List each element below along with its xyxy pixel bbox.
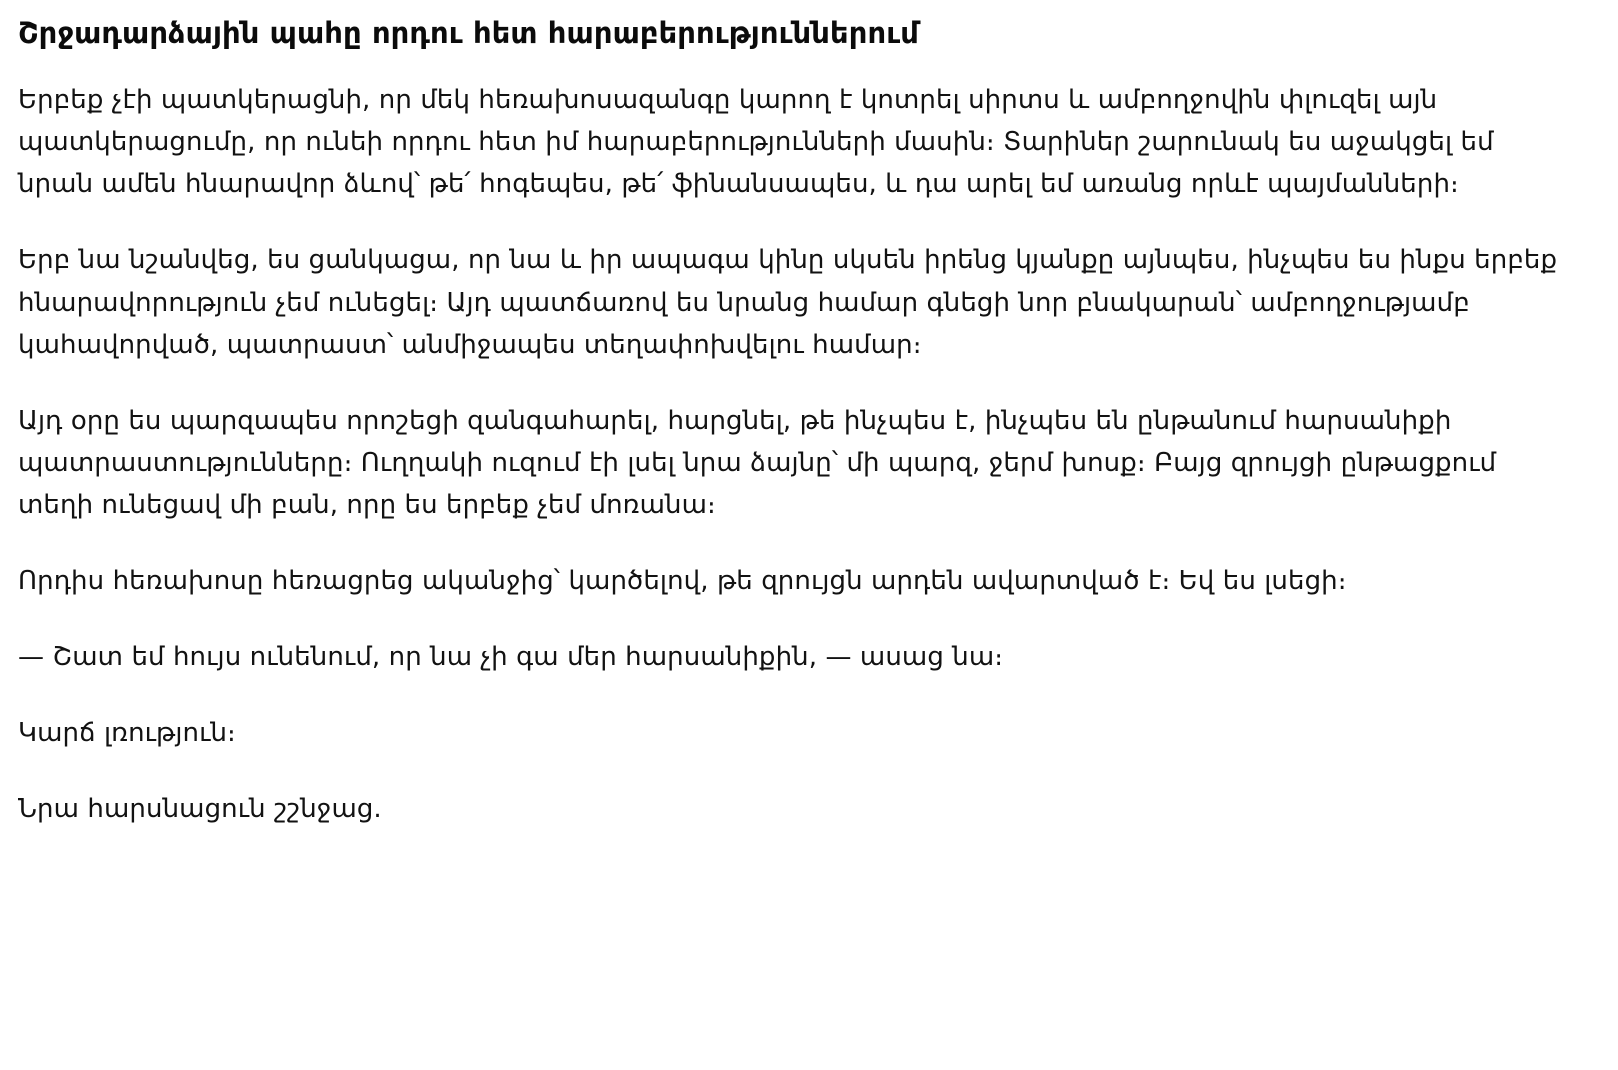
paragraph-6: Կարճ լռություն։ [18,718,236,749]
page-title: Շրջադարձային պահը որդու հետ հարաբերություններում [18,16,919,50]
paragraph-2: Երբ նա նշանվեց, ես ցանկացա, որ նա և իր ապագա կինը սկսեն իրենց կյանքը այնպես, ինչպես ես ինքս երբեք հնարավորություն չեմ ունեցել։ Այդ պատճառով ես նրանց համար գնեցի նոր բնակարան՝ ամբողջությամբ կահավորված, պատրաստ՝ անմիջապես տեղափոխվելու համար։ [18,245,1558,360]
paragraph-7: Նրա հարսնացուն շշնջաց. [18,794,382,825]
paragraph-5-dialogue: — Շատ եմ հույս ունենում, որ նա չի գա մեր հարսանիքին, — ասաց նա։ [18,642,1004,673]
paragraph-1: Երբեք չէի պատկերացնի, որ մեկ հեռախոսազանգը կարող է կոտրել սիրտս և ամբողջովին փլուզել այն պատկերացումը, որ ունեի որդու հետ իմ հարաբերությունների մասին։ Տարիներ շարունակ ես աջակցել եմ նրան ամեն հնարավոր ձևով՝ թե՛ հոգեպես, թե՛ ֆինանսապես, և դա արել եմ առանց որևէ պայմանների։ [18,85,1494,200]
paragraph-3: Այդ օրը ես պարզապես որոշեցի զանգահարել, հարցնել, թե ինչպես է, ինչպես են ընթանում հարսանիքի պատրաստությունները։ Ուղղակի ուզում էի լսել նրա ձայնը՝ մի պարզ, ջերմ խոսք։ Բայց զրույցի ընթացքում տեղի ունեցավ մի բան, որը ես երբեք չեմ մոռանա։ [18,405,1497,521]
paragraph-4: Որդիս հեռախոսը հեռացրեց ականջից՝ կարծելով, թե զրույցն արդեն ավարտված է։ Եվ ես լսեցի։ [18,566,1347,597]
